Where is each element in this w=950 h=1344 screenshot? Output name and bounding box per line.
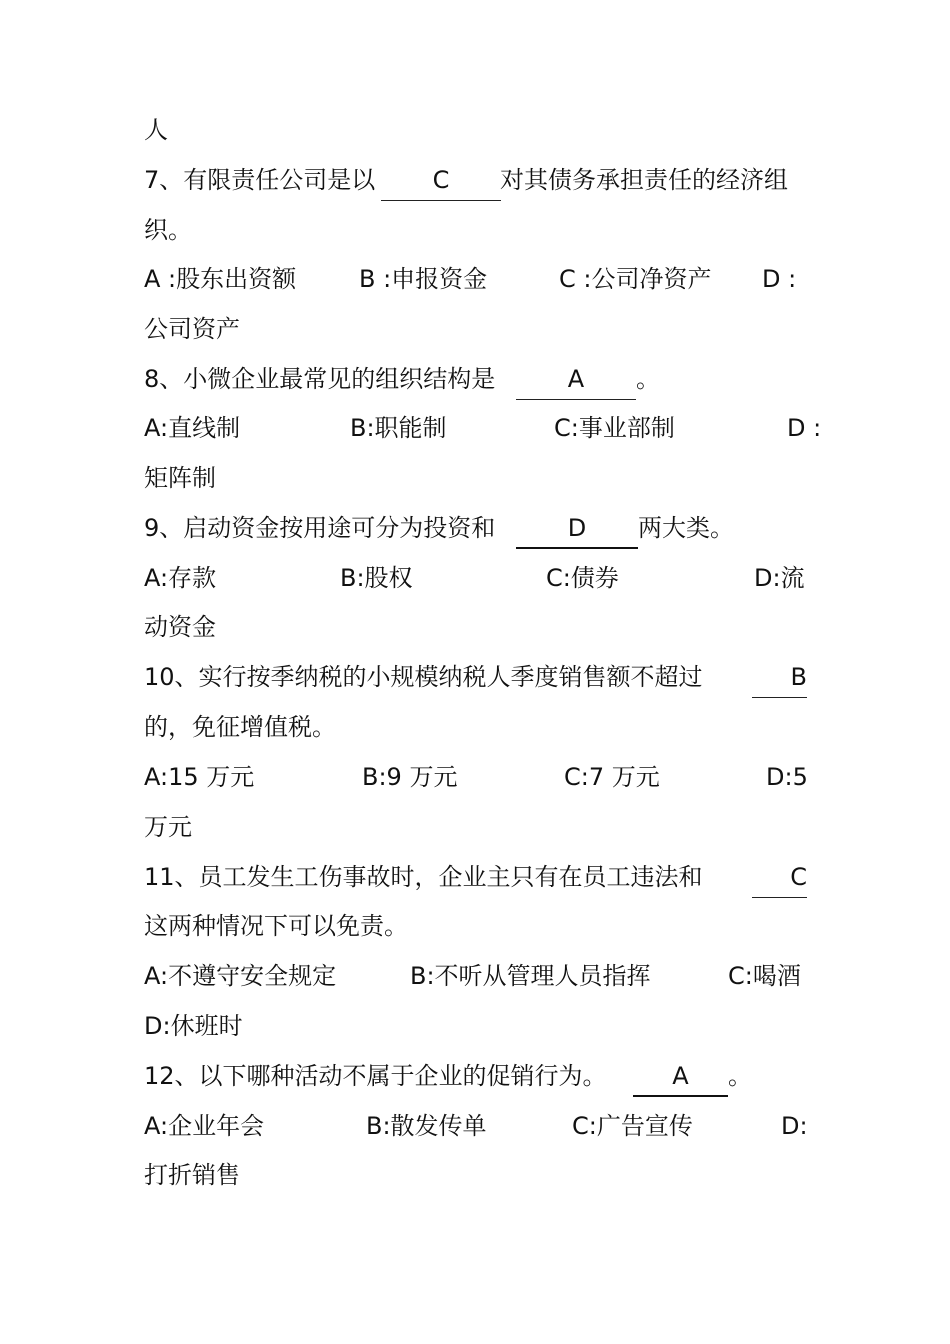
question-10-option-b: B:9 万元 xyxy=(362,763,458,791)
question-9-option-c: C:债券 xyxy=(546,564,619,592)
question-11-answer-blank: C xyxy=(752,862,807,892)
question-10-text-end: 的，免征增值税。 xyxy=(144,713,336,741)
question-7-text-end: 织。 xyxy=(144,216,192,244)
question-9-text: 9、启动资金按用途可分为投资和 xyxy=(144,514,496,542)
question-8-option-d-text: 矩阵制 xyxy=(144,464,216,492)
text-line: 人 xyxy=(144,116,168,144)
question-8-option-c: C:事业部制 xyxy=(554,414,675,442)
question-10-option-d-text: 万元 xyxy=(144,813,192,841)
question-10-option-c: C:7 万元 xyxy=(564,763,660,791)
question-7-option-c: C :公司净资产 xyxy=(559,265,712,293)
question-11-option-a: A:不遵守安全规定 xyxy=(144,962,337,990)
question-8-option-a: A:直线制 xyxy=(144,414,241,442)
question-9-option-d: D:流 xyxy=(754,564,805,592)
question-10-option-d: D:5 xyxy=(766,763,808,791)
question-7-text-cont: 对其债务承担责任的经济组 xyxy=(500,166,788,194)
question-7-answer-blank: C xyxy=(381,165,501,195)
question-9-option-a: A:存款 xyxy=(144,564,217,592)
question-9-text-end: 两大类。 xyxy=(638,514,734,542)
question-8-answer-blank: A xyxy=(516,364,636,394)
question-11-text: 11、员工发生工伤事故时，企业主只有在员工违法和 xyxy=(144,863,703,891)
question-8-option-d: D : xyxy=(787,414,822,442)
question-11-option-c: C:喝酒 xyxy=(728,962,801,990)
question-8-text-end: 。 xyxy=(636,365,660,393)
question-11-option-b: B:不听从管理人员指挥 xyxy=(410,962,651,990)
question-11-text-end: 这两种情况下可以免责。 xyxy=(144,912,408,940)
question-9-option-d-text: 动资金 xyxy=(144,613,216,641)
question-12-option-d-text: 打折销售 xyxy=(144,1161,240,1189)
question-7-option-d: D : xyxy=(762,265,797,293)
question-12-text: 12、以下哪种活动不属于企业的促销行为。 xyxy=(144,1062,607,1090)
question-7-option-a: A :股东出资额 xyxy=(144,265,297,293)
question-12-option-a: A:企业年会 xyxy=(144,1112,265,1140)
question-9-option-b: B:股权 xyxy=(340,564,413,592)
question-12-option-c: C:广告宣传 xyxy=(572,1112,693,1140)
question-8-option-b: B:职能制 xyxy=(350,414,447,442)
question-12-option-d: D: xyxy=(781,1112,808,1140)
question-9-answer-blank: D xyxy=(516,513,638,543)
question-7-text: 7、有限责任公司是以 xyxy=(144,166,376,194)
question-12-answer-blank: A xyxy=(633,1061,728,1091)
question-11-option-d: D:休班时 xyxy=(144,1012,243,1040)
question-10-text: 10、实行按季纳税的小规模纳税人季度销售额不超过 xyxy=(144,663,703,691)
question-10-option-a: A:15 万元 xyxy=(144,763,255,791)
question-12-option-b: B:散发传单 xyxy=(366,1112,487,1140)
question-10-answer-blank: B xyxy=(752,662,807,692)
question-12-text-end: 。 xyxy=(728,1062,752,1090)
question-7-option-b: B :申报资金 xyxy=(359,265,488,293)
question-8-text: 8、小微企业最常见的组织结构是 xyxy=(144,365,496,393)
question-7-option-d-text: 公司资产 xyxy=(144,315,240,343)
